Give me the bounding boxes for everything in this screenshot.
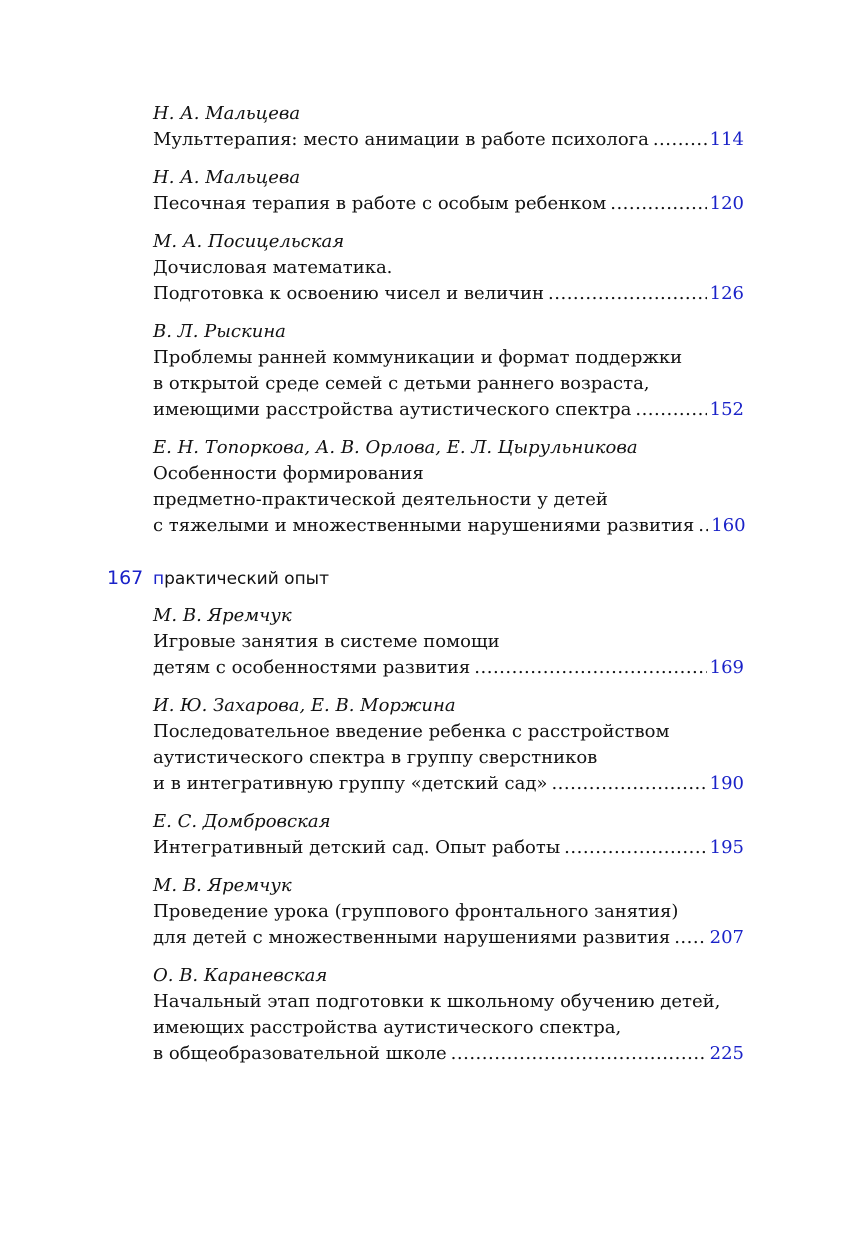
dot-leader	[674, 925, 706, 951]
toc-entry[interactable]	[153, 873, 744, 951]
entry-title-last-line	[153, 191, 744, 217]
entry-title-last-line	[153, 281, 744, 307]
entry-title-line: Проблемы ранней коммуникации и формат поддержки	[153, 347, 683, 368]
toc-entry[interactable]	[153, 603, 744, 681]
entry-title-text: имеющими расстройства аутистического спектра	[153, 399, 632, 420]
section-title-first-letter: п	[153, 569, 165, 589]
entry-title-text: и в интегративную группу «детский сад»	[153, 773, 548, 794]
entry-title-text: Мульттерапия: место анимации в работе психолога	[153, 129, 649, 150]
entry-title-line: Особенности формирования	[153, 463, 424, 484]
section-page-number: 167	[107, 567, 144, 589]
entry-author: О. В. Караневская	[153, 965, 328, 986]
entry-title-text: Подготовка к освоению чисел и величин	[153, 283, 545, 304]
entry-title-line: Проведение урока (группового фронтального занятия)	[153, 901, 679, 922]
toc-entry[interactable]	[153, 165, 744, 217]
dot-leader	[698, 513, 708, 539]
dot-leader	[610, 191, 706, 217]
toc-group-one	[153, 101, 744, 551]
entry-title-last-line	[153, 127, 744, 153]
entry-page-number[interactable]: 114	[709, 129, 744, 150]
entry-title-last-line	[153, 513, 744, 539]
entry-title-text: для детей с множественными нарушениями развития	[153, 927, 671, 948]
entry-page-number[interactable]: 190	[709, 773, 744, 794]
toc-entry[interactable]	[153, 693, 744, 797]
entry-title-text: Песочная терапия в работе с особым ребенком	[153, 193, 607, 214]
entry-title-text: в общеобразовательной школе	[153, 1043, 447, 1064]
entry-title-text: детям с особенностями развития	[153, 657, 471, 678]
entry-author: М. А. Посицельская	[153, 231, 345, 252]
entry-author: И. Ю. Захарова, Е. В. Моржина	[153, 695, 456, 716]
entry-page-number[interactable]: 152	[709, 399, 744, 420]
entry-author: М. В. Яремчук	[153, 875, 292, 896]
toc-entry[interactable]	[153, 809, 744, 861]
entry-author: Е. Н. Топоркова, А. В. Орлова, Е. Л. Цырульникова	[153, 437, 638, 458]
entry-title-line: в открытой среде семей с детьми раннего возраста,	[153, 373, 650, 394]
entry-title-last-line	[153, 925, 744, 951]
toc-group-two	[153, 603, 744, 1079]
dot-leader	[551, 771, 706, 797]
entry-title-text: Интегративный детский сад. Опыт работы	[153, 837, 561, 858]
dot-leader	[548, 281, 707, 307]
entry-author: Н. А. Мальцева	[153, 167, 301, 188]
entry-author: Н. А. Мальцева	[153, 103, 301, 124]
entry-page-number[interactable]: 207	[709, 927, 744, 948]
entry-author: В. Л. Рыскина	[153, 321, 286, 342]
entry-title-line: предметно-практической деятельности у детей	[153, 489, 608, 510]
toc-entry[interactable]	[153, 963, 744, 1067]
entry-title-line: Игровые занятия в системе помощи	[153, 631, 500, 652]
entry-title-line: Последовательное введение ребенка с расстройством	[153, 721, 670, 742]
entry-page-number[interactable]: 195	[709, 837, 744, 858]
entry-title-text: с тяжелыми и множественными нарушениями развития	[153, 515, 695, 536]
entry-page-number[interactable]: 126	[709, 283, 744, 304]
entry-title-last-line	[153, 1041, 744, 1067]
dot-leader	[474, 655, 706, 681]
dot-leader	[635, 397, 706, 423]
entry-page-number[interactable]: 160	[711, 515, 746, 536]
dot-leader	[653, 127, 707, 153]
entry-title-last-line	[153, 835, 744, 861]
toc-entry[interactable]	[153, 435, 744, 539]
entry-title-last-line	[153, 771, 744, 797]
entry-author: М. В. Яремчук	[153, 605, 292, 626]
dot-leader	[564, 835, 706, 861]
entry-title-line: аутистического спектра в группу сверстников	[153, 747, 598, 768]
entry-author: Е. С. Домбровская	[153, 811, 331, 832]
entry-page-number[interactable]: 169	[709, 657, 744, 678]
section-heading	[107, 565, 329, 591]
section-title: рактический опыт	[164, 569, 330, 589]
entry-title-last-line	[153, 655, 744, 681]
entry-title-line: Начальный этап подготовки к школьному обучению детей,	[153, 991, 721, 1012]
entry-page-number[interactable]: 120	[709, 193, 744, 214]
entry-title-line: имеющих расстройства аутистического спектра,	[153, 1017, 622, 1038]
dot-leader	[451, 1041, 707, 1067]
entry-page-number[interactable]: 225	[709, 1043, 744, 1064]
entry-title-last-line	[153, 397, 744, 423]
toc-entry[interactable]	[153, 229, 744, 307]
entry-title-line: Дочисловая математика.	[153, 257, 393, 278]
toc-entry[interactable]	[153, 101, 744, 153]
toc-entry[interactable]	[153, 319, 744, 423]
